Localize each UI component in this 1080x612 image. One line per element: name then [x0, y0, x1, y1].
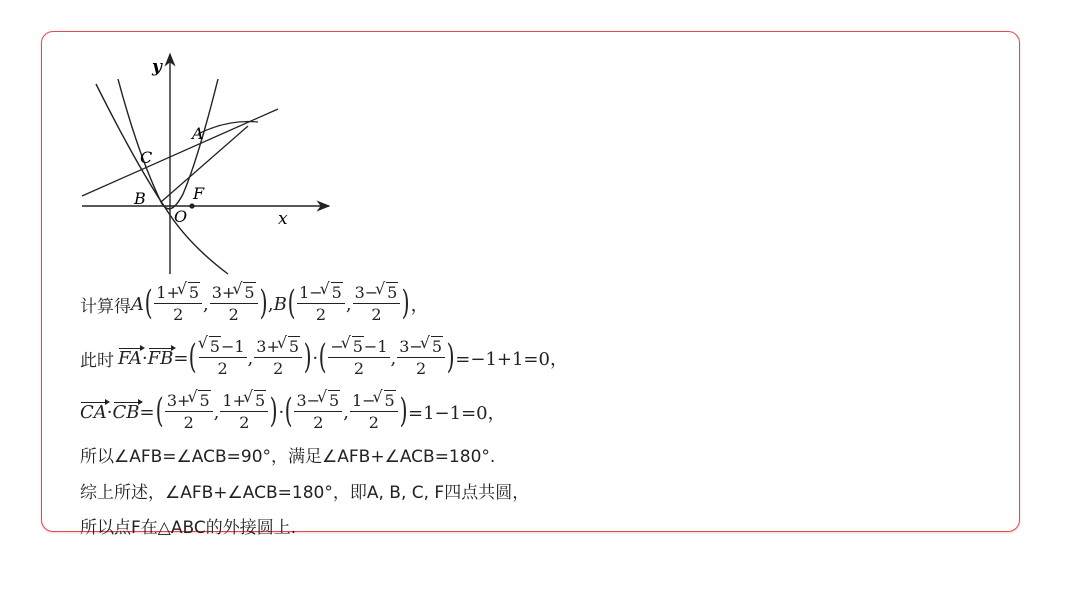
vector-fa: FA: [118, 347, 142, 369]
point-label-c: C: [140, 148, 153, 167]
second-curve: [96, 84, 228, 274]
solution-card: [41, 31, 1020, 538]
focus-point: [189, 203, 194, 208]
vector-fb: FB: [147, 347, 174, 369]
vector-cb: CB: [112, 401, 140, 423]
line2-result: =−1+1=0，: [455, 349, 568, 370]
line-ca-cb-dot: CA · CB = ( $\frac{3+√ 5}{2}$ , $\frac{1+√ 5}{2}$ ) · ( $\frac{3-√ 5}{2}$ , $\frac{1-√ 5}{2}$ ) =1−1=0，: [80, 390, 506, 434]
a-y-fraction: $\frac{3+√ 5}{2}$: [210, 285, 258, 323]
line1-prefix: 计算得: [80, 296, 131, 317]
point-b-name: B: [273, 293, 287, 315]
line2-prefix: 此时: [80, 350, 114, 371]
y-axis-label: y: [152, 57, 162, 77]
b-x-fraction: $\frac{1-√ 5}{2}$: [297, 285, 345, 323]
line-coordinates: 计算得 A ( $\frac{1+√ 5}{2}$ , $\frac{3+√ 5}{2}$ ) , B ( $\frac{1-√ 5}{2}$ , $\frac{3-√ 5}{2}$ ) ，: [80, 282, 429, 326]
point-label-b: B: [134, 189, 146, 208]
point-label-o: O: [174, 207, 188, 226]
x-axis-label: x: [278, 209, 288, 229]
vector-ca: CA: [80, 401, 107, 423]
coordinate-figure: [78, 44, 338, 276]
line3-result: =1−1=0，: [408, 403, 506, 424]
line-angle-conclusion: 所以∠AFB=∠ACB=90°，满足∠AFB+∠ACB=180°.: [80, 446, 496, 467]
point-a-name: A: [131, 293, 144, 315]
line-fa-fb-dot: 此时 FA · FB = ( √ $\frac{5-1}{2}$ , $\frac{3+√ 5}{2}$ ) · ( $\frac{-√ 5-1}{2}$ , $\frac{3-√ 5}{2}$ ) =−1+1=0，: [80, 336, 568, 380]
point-label-f: F: [193, 184, 205, 203]
line-concyclic: 综上所述，∠AFB+∠ACB=180°，即A, B, C, F四点共圆，: [80, 482, 530, 503]
chord-ab: [161, 126, 248, 202]
b-y-fraction: $\frac{3-√ 5}{2}$: [353, 285, 401, 323]
a-x-fraction: $\frac{1+√ 5}{2}$: [154, 285, 202, 323]
line-circumcircle: 所以点F在△ABC的外接圆上.: [80, 517, 297, 538]
point-label-a: A: [192, 124, 204, 143]
